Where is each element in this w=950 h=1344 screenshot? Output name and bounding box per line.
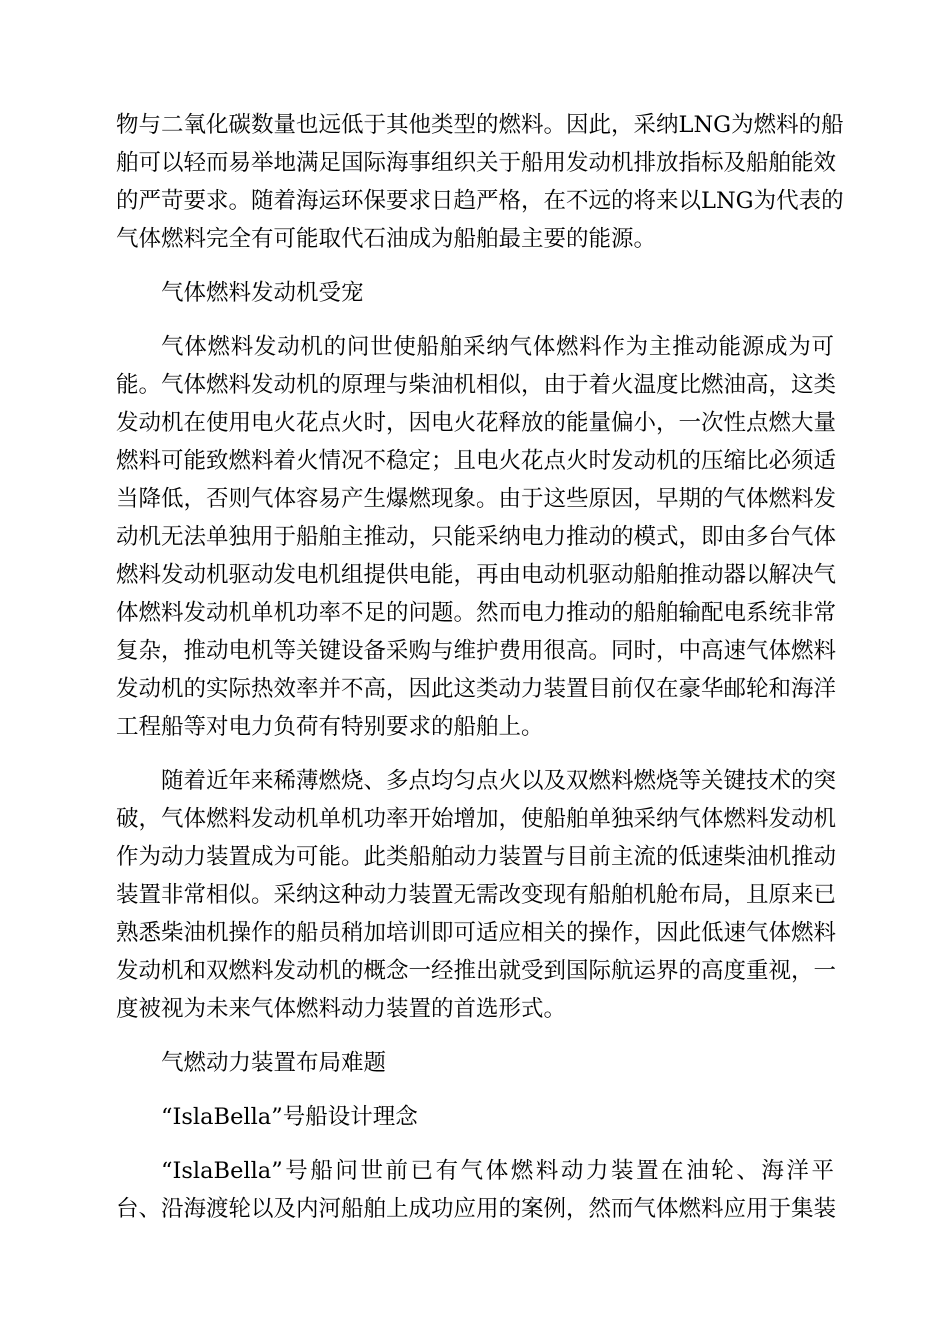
paragraph-recent-tech xyxy=(116,762,837,1028)
text-line: 熟悉柴油机操作的船员稍加培训即可适应相关的操作，因此低速气体燃料 xyxy=(116,920,837,946)
text-line: “IslaBella”号船问世前已有气体燃料动力装置在油轮、海洋平 xyxy=(161,1158,834,1184)
text-line: 体燃料发动机单机功率不足的问题。然而电力推动的船舶输配电系统非常 xyxy=(116,600,837,626)
text-line: 物与二氧化碳数量也远低于其他类型的燃料。因此，采纳LNG为燃料的船 xyxy=(116,112,844,138)
text-line: 随着近年来稀薄燃烧、多点均匀点火以及双燃料燃烧等关键技术的突 xyxy=(161,768,837,794)
text-line: 作为动力装置成为可能。此类船舶动力装置与目前主流的低速柴油机推动 xyxy=(116,844,837,870)
text-line: 度被视为未来气体燃料动力装置的首选形式。 xyxy=(116,996,567,1022)
section-heading-islabella-design: “IslaBella”号船设计理念 xyxy=(161,1104,418,1130)
text-line: 燃料发动机驱动发电机组提供电能，再由电动机驱动船舶推动器以解决气 xyxy=(116,562,837,588)
section-heading-gas-engine: 气体燃料发动机受宠 xyxy=(161,280,364,306)
text-line: 发动机和双燃料发动机的概念一经推出就受到国际航运界的高度重视，一 xyxy=(116,958,837,984)
paragraph-islabella xyxy=(116,1152,837,1228)
text-line: 气体燃料完全有可能取代石油成为船舶最主要的能源。 xyxy=(116,226,657,252)
paragraph-gas-engine xyxy=(116,328,837,746)
text-line: 工程船等对电力负荷有特别要求的船舶上。 xyxy=(116,714,544,740)
text-line: 当降低，否则气体容易产生爆燃现象。由于这些原因，早期的气体燃料发 xyxy=(116,486,837,512)
section-heading-layout-problem: 气燃动力装置布局难题 xyxy=(161,1050,387,1076)
text-line: 的严苛要求。随着海运环保要求日趋严格，在不远的将来以LNG为代表的 xyxy=(116,188,844,214)
text-line: 发动机在使用电火花点火时，因电火花释放的能量偏小，一次性点燃大量 xyxy=(116,410,837,436)
text-line: 破，气体燃料发动机单机功率开始增加，使船舶单独采纳气体燃料发动机 xyxy=(116,806,837,832)
text-line: 燃料可能致燃料着火情况不稳定；且电火花点火时发动机的压缩比必须适 xyxy=(116,448,837,474)
text-line: 发动机的实际热效率并不高，因此这类动力装置目前仅在豪华邮轮和海洋 xyxy=(116,676,837,702)
paragraph-lng-intro xyxy=(116,106,844,258)
text-line: 复杂，推动电机等关键设备采购与维护费用很高。同时，中高速气体燃料 xyxy=(116,638,837,664)
text-line: 动机无法单独用于船舶主推动，只能采纳电力推动的模式，即由多台气体 xyxy=(116,524,837,550)
text-line: 台、沿海渡轮以及内河船舶上成功应用的案例，然而气体燃料应用于集装 xyxy=(116,1196,837,1222)
text-line: 装置非常相似。采纳这种动力装置无需改变现有船舶机舱布局，且原来已 xyxy=(116,882,837,908)
text-line: 舶可以轻而易举地满足国际海事组织关于船用发动机排放指标及船舶能效 xyxy=(116,150,837,176)
text-line: 能。气体燃料发动机的原理与柴油机相似，由于着火温度比燃油高，这类 xyxy=(116,372,837,398)
document-page xyxy=(116,106,844,1244)
text-line: 气体燃料发动机的问世使船舶采纳气体燃料作为主推动能源成为可 xyxy=(161,334,834,360)
